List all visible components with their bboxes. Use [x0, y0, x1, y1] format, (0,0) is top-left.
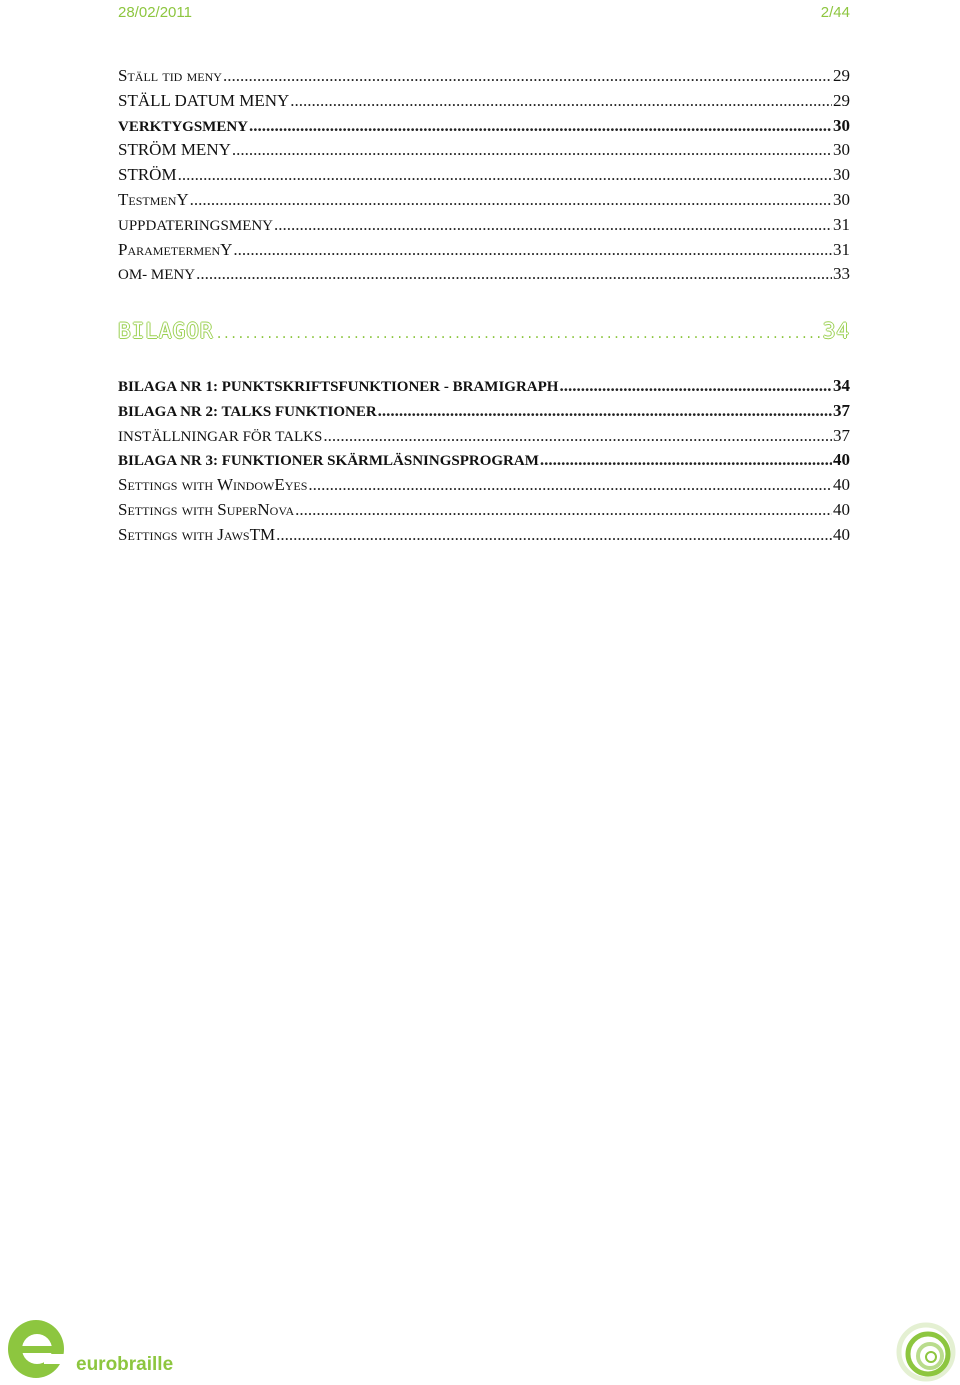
leader-dots: [223, 64, 832, 89]
toc-entry-label: STÄLL DATUM MENY: [118, 90, 290, 110]
leader-dots: [233, 238, 832, 263]
toc-entry[interactable]: [118, 89, 850, 114]
toc-entry-page: 40: [833, 475, 850, 495]
toc-entry-label: OM- MENY: [118, 267, 196, 284]
toc-entry-page: 34: [833, 376, 850, 395]
toc-entry[interactable]: [118, 262, 850, 287]
toc-entry-label: BILAGA NR 2: TALKS FUNKTIONER: [118, 403, 377, 420]
toc-entry-label: STRÖM MENY: [118, 140, 231, 160]
toc-entry-page: 37: [833, 400, 850, 420]
toc-entry[interactable]: [118, 424, 850, 449]
toc-list-top: [118, 64, 850, 287]
section-heading-page: 34: [822, 319, 850, 343]
leader-dots: [274, 213, 832, 238]
toc-entry-page: 37: [833, 425, 850, 445]
toc-entry-page: 31: [833, 239, 850, 259]
toc-list-bottom: [118, 374, 850, 548]
toc-entry[interactable]: [118, 188, 850, 213]
circle-emblem-icon: [888, 1318, 956, 1382]
leader-dots: [290, 89, 832, 114]
toc-entry-page: 30: [833, 165, 850, 185]
toc-entry[interactable]: [118, 138, 850, 163]
footer-brand-name: eurobraille: [76, 1354, 174, 1375]
toc-entry-label: VERKTYGSMENY: [118, 118, 249, 135]
leader-dots: [249, 114, 832, 139]
leader-dots: [232, 138, 832, 163]
leader-dots: [295, 498, 832, 523]
toc-entry[interactable]: [118, 498, 850, 523]
toc-entry-page: 40: [833, 499, 850, 519]
toc-entry-label: Settings with SuperNova: [118, 499, 295, 519]
toc-entry-label: Settings with WindowEyes: [118, 475, 308, 495]
toc-entry[interactable]: [118, 238, 850, 263]
toc-entry[interactable]: [118, 473, 850, 498]
toc-entry-page: 33: [833, 264, 850, 284]
toc-entry-page: 29: [833, 66, 850, 85]
toc-entry-page: 30: [833, 189, 850, 209]
toc-entry[interactable]: [118, 213, 850, 238]
toc-entry-label: ParametermenY: [118, 239, 233, 259]
toc-entry-page: 31: [833, 214, 850, 234]
toc-entry[interactable]: [118, 374, 850, 399]
toc-entry-label: INSTÄLLNINGAR FÖR TALKS: [118, 428, 323, 445]
toc-entry[interactable]: [118, 523, 850, 548]
toc-entry-page: 40: [833, 450, 850, 470]
toc-entry[interactable]: [118, 163, 850, 188]
leader-dots: [378, 399, 832, 424]
toc-entry-label: BILAGA NR 1: PUNKTSKRIFTSFUNKTIONER - BRAMIGRAPH: [118, 379, 559, 395]
toc-entry[interactable]: [118, 399, 850, 424]
toc-entry-page: 40: [833, 524, 850, 544]
toc-section-heading[interactable]: [118, 318, 850, 344]
leader-dots: [276, 523, 832, 548]
toc-entry-label: STRÖM: [118, 165, 177, 185]
toc-entry-page: 29: [833, 90, 850, 110]
toc-entry[interactable]: [118, 64, 850, 89]
toc-entry-label: Ställ tid meny: [118, 66, 222, 85]
toc-entry[interactable]: [118, 114, 850, 139]
header-page-number: 2/44: [820, 4, 850, 21]
leader-dots: [308, 473, 832, 498]
toc-entry-label: TestmenY: [118, 189, 189, 209]
toc-entry-page: 30: [833, 115, 850, 135]
leader-dots: [323, 424, 832, 449]
toc-entry-page: 30: [833, 140, 850, 160]
leader-dots: [540, 448, 832, 473]
leader-dots: [559, 374, 832, 399]
toc-entry-label: UPPDATERINGSMENY: [118, 217, 274, 234]
leader-dots: [216, 321, 821, 347]
leader-dots: [178, 163, 832, 188]
toc-entry-label: Settings with JawsTM: [118, 524, 276, 544]
toc-entry[interactable]: [118, 448, 850, 473]
toc-entry-label: BILAGA NR 3: FUNKTIONER SKÄRMLÄSNINGSPROGRAM: [118, 453, 539, 470]
section-heading-label: BILAGOR: [118, 319, 214, 343]
leader-dots: [196, 262, 832, 287]
header-date: 28/02/2011: [118, 4, 192, 21]
leader-dots: [190, 188, 832, 213]
